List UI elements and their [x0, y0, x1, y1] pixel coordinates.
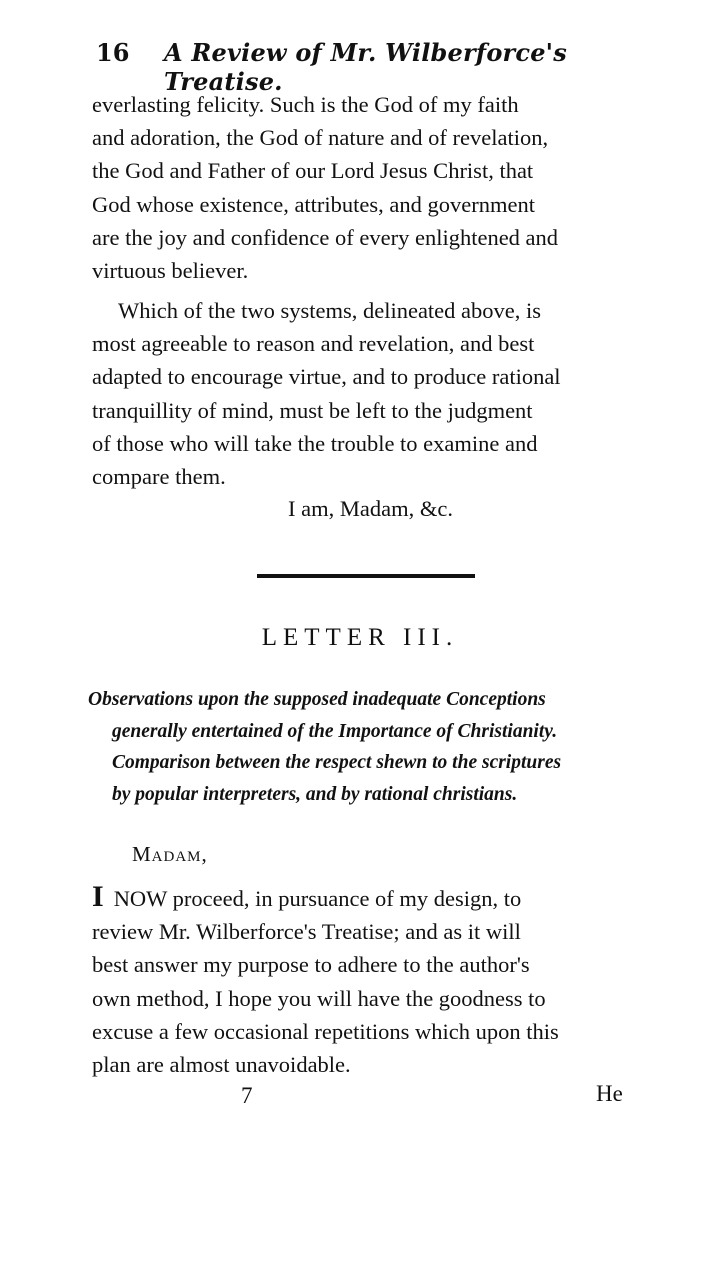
closing-line: I am, Madam, &c. — [288, 496, 453, 521]
letter-heading: LETTER III. — [261, 624, 459, 651]
summary-line: Comparison between the respect shewn to the scriptures — [112, 752, 562, 773]
page-number: 16 — [96, 38, 130, 67]
signature-mark: 7 — [241, 1083, 253, 1108]
summary-line: Observations upon the supposed inadequate Conceptions — [88, 689, 546, 710]
paragraph-3 — [92, 880, 652, 1081]
text-line: review Mr. Wilberforce's Treatise; and as it will — [92, 919, 521, 945]
text-line: best answer my purpose to adhere to the author's — [92, 952, 530, 978]
summary-line: by popular interpreters, and by rational christians. — [112, 783, 518, 805]
drop-cap: I — [92, 880, 104, 913]
text-line: God whose existence, attributes, and government — [92, 191, 536, 217]
text-line: adapted to encourage virtue, and to produce rational — [92, 364, 561, 390]
running-header — [96, 38, 656, 96]
catchword: He — [596, 1081, 623, 1106]
paragraph-1 — [92, 88, 652, 287]
salutation: Madam, — [132, 842, 208, 866]
running-title: A Review of Mr. Wilberforce's Treatise. — [164, 38, 567, 96]
text-line: Which of the two systems, delineated above, is — [118, 298, 542, 323]
text-line: and adoration, the God of nature and of revelation, — [92, 125, 549, 151]
text-line: excuse a few occasional repetitions which upon this — [92, 1018, 559, 1044]
text-line: are the joy and confidence of every enlightened and — [92, 224, 559, 250]
text-line: virtuous believer. — [92, 258, 249, 284]
section-divider — [257, 574, 475, 578]
letter-summary — [88, 684, 658, 810]
text-line: of those who will take the trouble to examine and — [92, 430, 538, 456]
text-line: own method, I hope you will have the goodness to — [92, 985, 546, 1011]
summary-line: generally entertained of the Importance of Christianity. — [112, 720, 558, 742]
text-line: most agreeable to reason and revelation, and best — [92, 331, 535, 357]
text-line: tranquillity of mind, must be left to the judgment — [92, 397, 533, 423]
text-line — [92, 880, 652, 915]
text-line: everlasting felicity. Such is the God of my faith — [92, 92, 519, 117]
text-line: plan are almost unavoidable. — [92, 1052, 351, 1078]
text-line: the God and Father of our Lord Jesus Christ, that — [92, 158, 534, 184]
text-line: compare them. — [92, 464, 226, 490]
paragraph-2 — [92, 294, 652, 493]
first-line-rest: NOW proceed, in pursuance of my design, to — [113, 886, 522, 911]
